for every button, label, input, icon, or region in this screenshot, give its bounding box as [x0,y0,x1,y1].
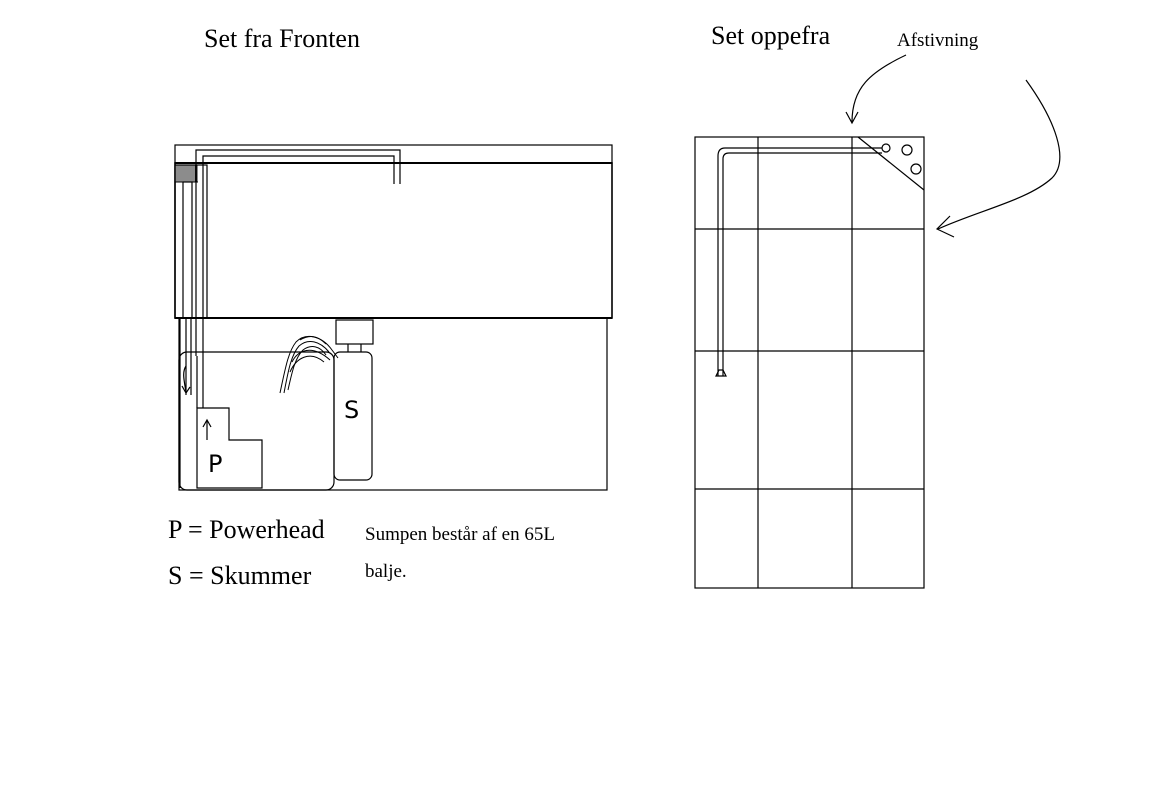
skimmer-letter: S [344,396,360,424]
overflow-hole-2 [911,164,921,174]
legend-powerhead: P = Powerhead [168,515,325,544]
tank-grid [695,137,924,588]
tank-outline [695,137,924,588]
flow-up-arrow [203,420,211,440]
front-view-title: Set fra Fronten [204,24,360,53]
sump-note-line-2: balje. [365,561,407,582]
top-view [695,55,1060,588]
brace-label: Afstivning [897,30,979,51]
aquarium-body [175,163,612,318]
drain-pipes [180,318,191,488]
overflow-box [175,165,207,318]
return-nozzle [882,144,890,152]
top-view-title: Set oppefra [711,21,831,50]
brace-arrow-1 [846,55,906,123]
overflow-comb [175,165,198,182]
sump-note-line-1: Sumpen består af en 65L [365,524,555,545]
return-pipe [196,150,400,356]
overflow-hole-1 [902,145,912,155]
front-view [175,145,612,490]
overflow-standpipe [183,182,192,318]
sump-tub [179,352,334,490]
brace-arrow-2 [937,80,1060,237]
skimmer-cup [336,320,373,344]
corner-overflow [858,137,924,190]
skimmer-hose [280,336,338,393]
powerhead-letter: P [208,450,223,478]
cabinet [179,318,607,490]
return-pipe-top [716,148,882,376]
legend-skimmer: S = Skummer [168,561,312,590]
